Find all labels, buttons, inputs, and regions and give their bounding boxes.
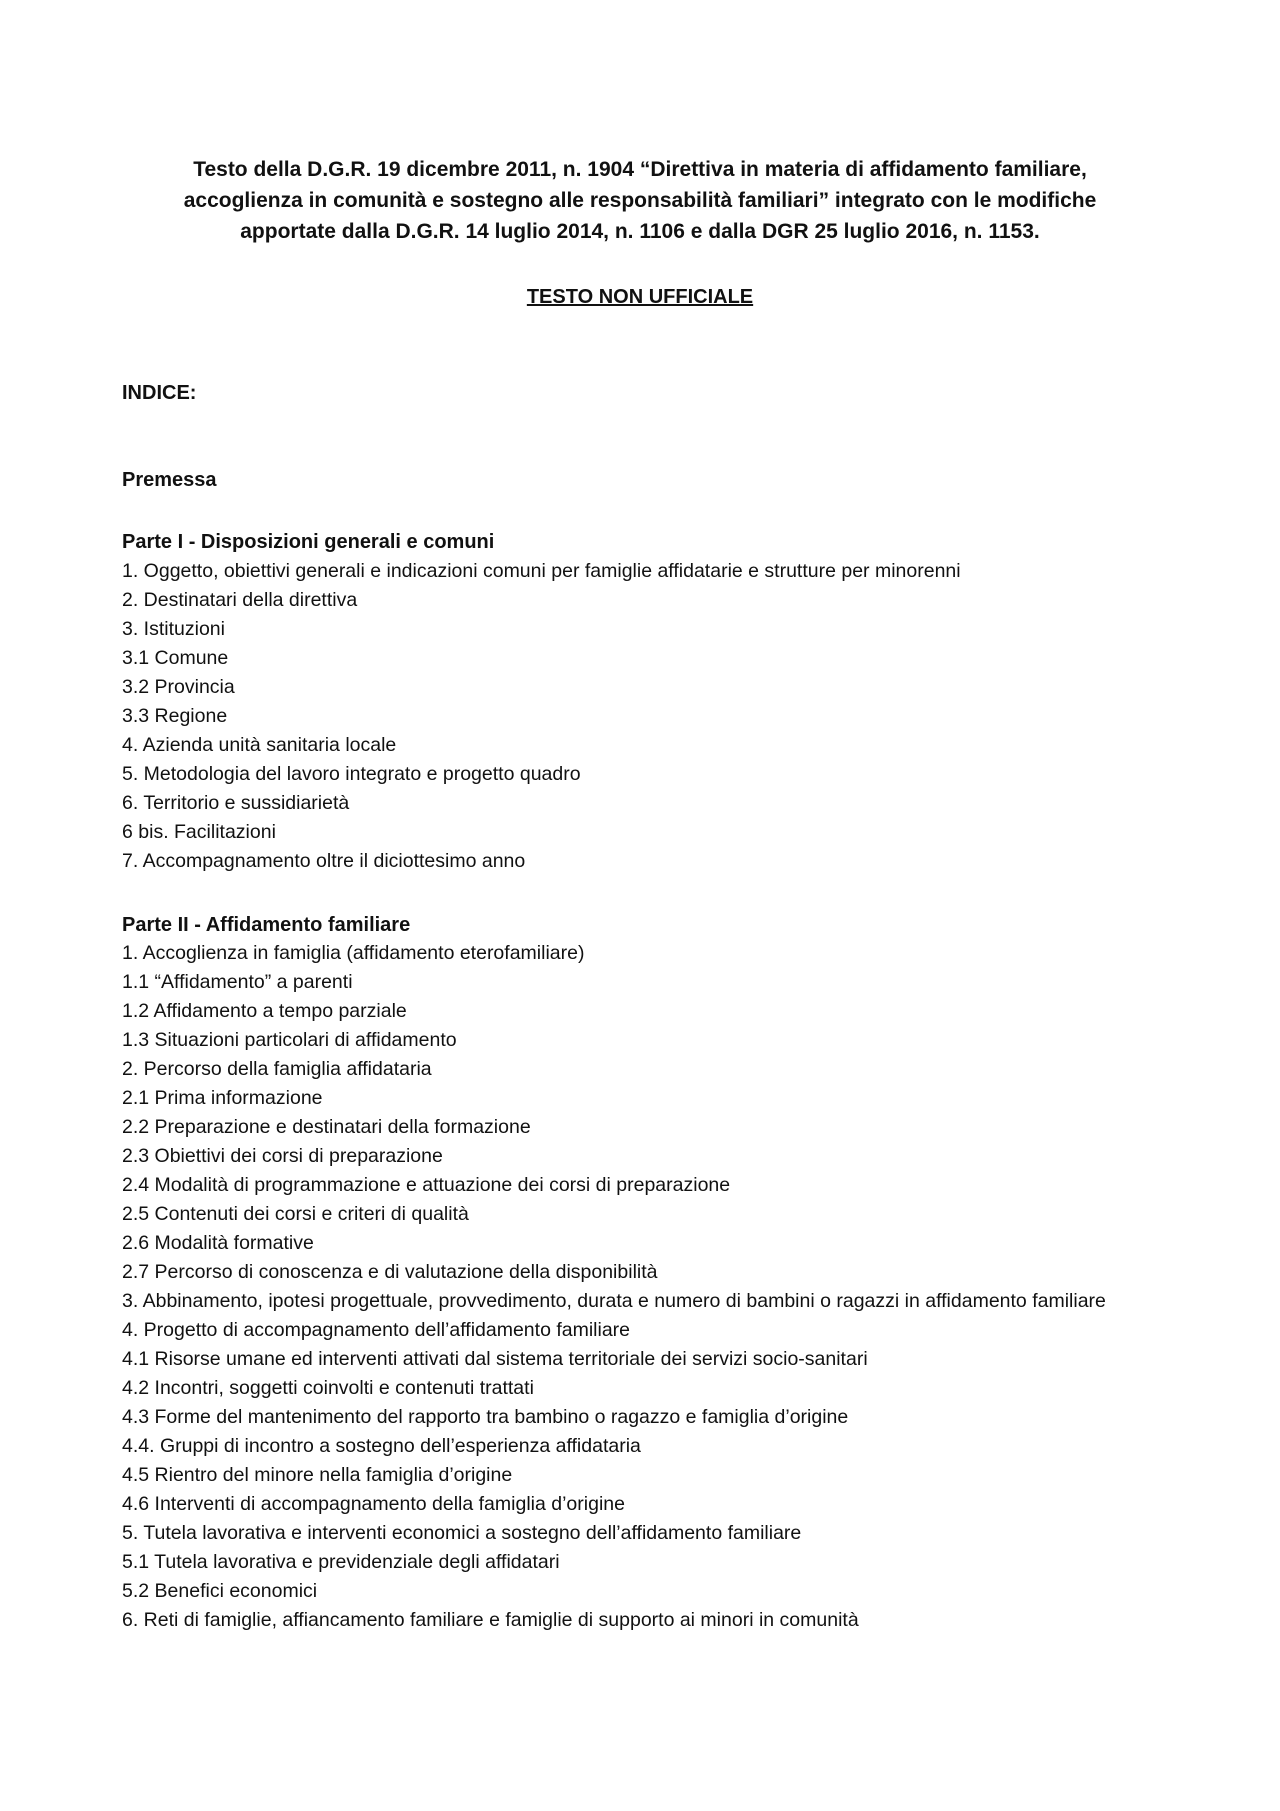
list-item: 3. Istituzioni <box>122 618 225 640</box>
list-item: 2.6 Modalità formative <box>122 1232 314 1254</box>
premessa-heading: Premessa <box>122 469 217 491</box>
list-item: 5.2 Benefici economici <box>122 1580 318 1602</box>
parte-1-heading: Parte I - Disposizioni generali e comuni <box>122 531 495 553</box>
parte-2-heading: Parte II - Affidamento familiare <box>122 914 411 936</box>
list-item: 6 bis. Facilitazioni <box>122 821 276 843</box>
list-item: 4.1 Risorse umane ed interventi attivati dal sistema territoriale dei servizi socio-sanitari <box>122 1348 868 1370</box>
index-heading: INDICE: <box>122 382 197 404</box>
list-item: 2.2 Preparazione e destinatari della formazione <box>122 1116 531 1138</box>
list-item: 2.1 Prima informazione <box>122 1087 323 1109</box>
list-item: 3.2 Provincia <box>122 676 235 698</box>
list-item: 5.1 Tutela lavorativa e previdenziale degli affidatari <box>122 1551 560 1573</box>
list-item: 1.3 Situazioni particolari di affidamento <box>122 1029 457 1051</box>
list-item: 4.2 Incontri, soggetti coinvolti e contenuti trattati <box>122 1377 534 1399</box>
list-item: 5. Tutela lavorativa e interventi economici a sostegno dell’affidamento familiare <box>122 1522 802 1544</box>
list-item: 4.4. Gruppi di incontro a sostegno dell’esperienza affidataria <box>122 1435 641 1457</box>
unofficial-notice <box>0 284 1280 310</box>
title-line: Testo della D.G.R. 19 dicembre 2011, n. 1904 “Direttiva in materia di affidamento familiare, <box>193 158 1087 181</box>
list-item: 7. Accompagnamento oltre il diciottesimo anno <box>122 850 526 872</box>
list-item: 2. Destinatari della direttiva <box>122 589 358 611</box>
document-title <box>150 154 1130 247</box>
list-item: 1. Oggetto, obiettivi generali e indicazioni comuni per famiglie affidatarie e strutture per minorenni <box>122 560 961 582</box>
unofficial-label: TESTO NON UFFICIALE <box>526 286 754 308</box>
list-item: 1.2 Affidamento a tempo parziale <box>122 1000 407 1022</box>
list-item: 5. Metodologia del lavoro integrato e progetto quadro <box>122 763 581 785</box>
parte-1-list <box>122 557 1172 876</box>
list-item: 3. Abbinamento, ipotesi progettuale, provvedimento, durata e numero di bambini o ragazzi in affidamento familiare <box>122 1290 1106 1312</box>
list-item: 4. Azienda unità sanitaria locale <box>122 734 397 756</box>
list-item: 4. Progetto di accompagnamento dell’affidamento familiare <box>122 1319 631 1341</box>
list-item: 2.5 Contenuti dei corsi e criteri di qualità <box>122 1203 469 1225</box>
list-item: 3.1 Comune <box>122 647 229 669</box>
list-item: 6. Territorio e sussidiarietà <box>122 792 350 814</box>
list-item: 1. Accoglienza in famiglia (affidamento eterofamiliare) <box>122 942 585 964</box>
list-item: 3.3 Regione <box>122 705 228 727</box>
list-item: 4.3 Forme del mantenimento del rapporto tra bambino o ragazzo e famiglia d’origine <box>122 1406 849 1428</box>
parte-2-list <box>122 939 1172 1635</box>
list-item: 6. Reti di famiglie, affiancamento familiare e famiglie di supporto ai minori in comunità <box>122 1609 859 1631</box>
list-item: 2.7 Percorso di conoscenza e di valutazione della disponibilità <box>122 1261 658 1283</box>
list-item: 2.4 Modalità di programmazione e attuazione dei corsi di preparazione <box>122 1174 731 1196</box>
list-item: 2. Percorso della famiglia affidataria <box>122 1058 432 1080</box>
list-item: 2.3 Obiettivi dei corsi di preparazione <box>122 1145 443 1167</box>
list-item: 1.1 “Affidamento” a parenti <box>122 971 353 993</box>
list-item: 4.5 Rientro del minore nella famiglia d’origine <box>122 1464 513 1486</box>
title-line: apportate dalla D.G.R. 14 luglio 2014, n. 1106 e dalla DGR 25 luglio 2016, n. 1153. <box>240 220 1040 243</box>
list-item: 4.6 Interventi di accompagnamento della famiglia d’origine <box>122 1493 625 1515</box>
title-line: accoglienza in comunità e sostegno alle responsabilità familiari” integrato con le modifiche <box>183 189 1097 212</box>
